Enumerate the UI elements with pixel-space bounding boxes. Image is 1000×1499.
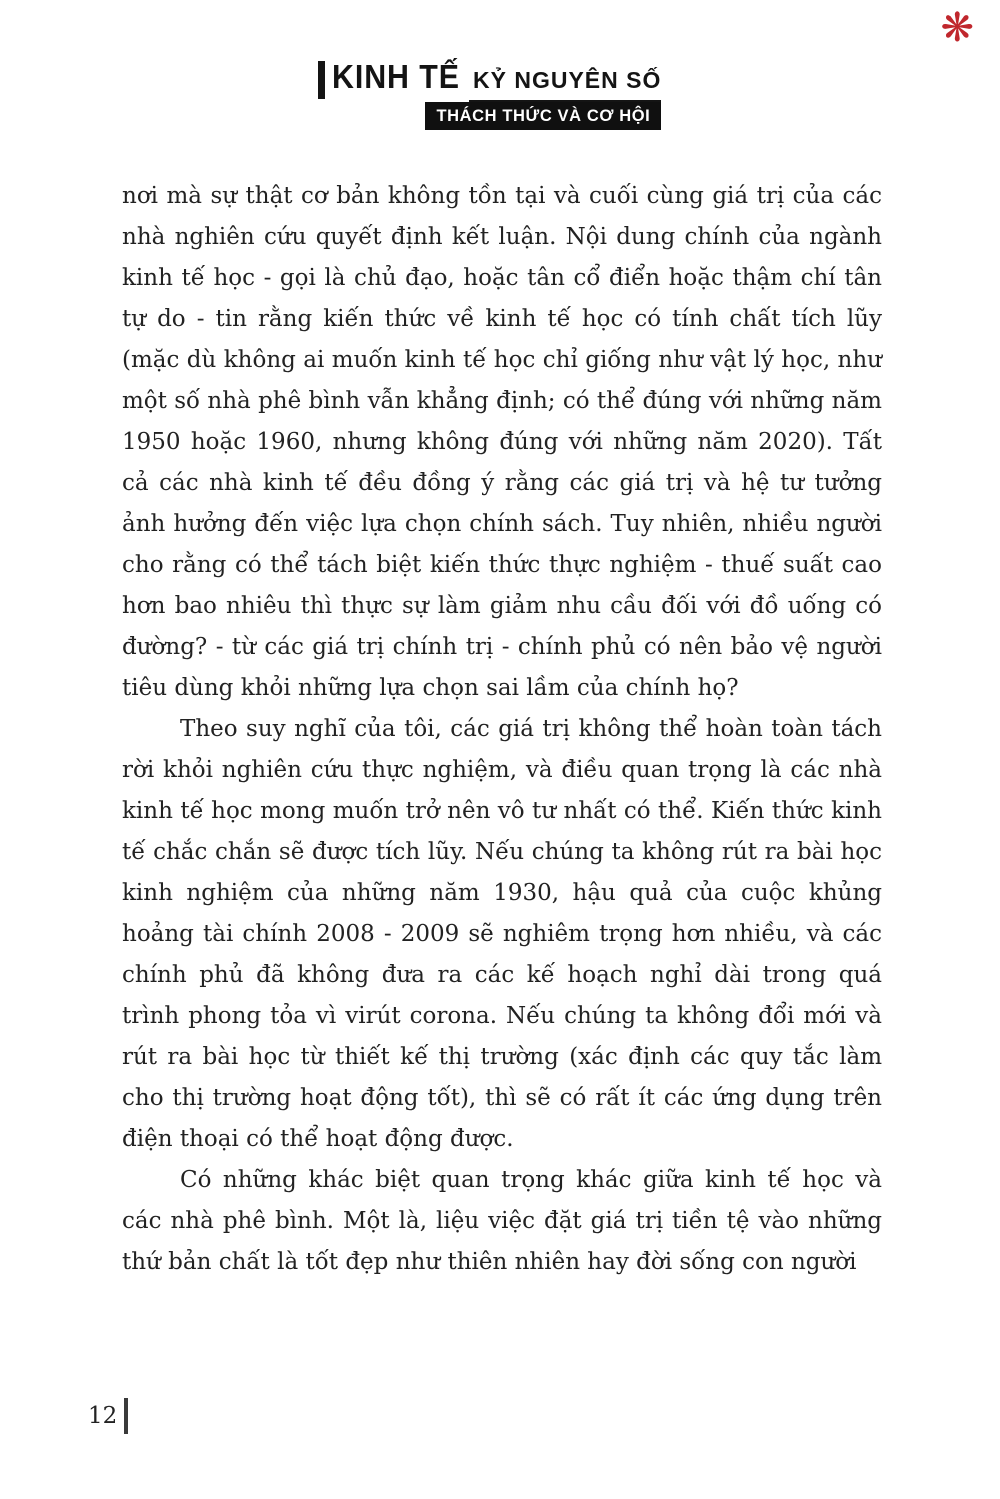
page-header [318,58,661,130]
book-title-row [318,58,661,96]
book-title-main: KINH TẾ [332,58,460,95]
flower-asterisk-icon: ❋ [940,5,974,51]
book-subtitle-text: THÁCH THỨC VÀ CƠ HỘI [436,107,651,125]
page-footer [88,1398,128,1434]
page-number-bar [124,1398,128,1434]
paragraph-3: Có những khác biệt quan trọng khác giữa kinh tế học và các nhà phê bình. Một là, liệu việc đặt giá trị tiền tệ vào những thứ bản chất là tốt đẹp như thiên nhiên hay đời sống con người [122,1167,882,1275]
paragraph-2: Theo suy nghĩ của tôi, các giá trị không thể hoàn toàn tách rời khỏi nghiên cứu thực nghiệm, và điều quan trọng là các nhà kinh tế học mong muốn trở nên vô tư nhất có thể. Kiến thức kinh tế chắc chắn sẽ được tích lũy. Nếu chúng ta không rút ra bài học kinh nghiệm của những năm 1930, hậu quả của cuộc khủng hoảng tài chính 2008 - 2009 sẽ nghiêm trọng hơn nhiều, và các chính phủ đã không đưa ra các kế hoạch nghỉ dài trong quá trình phong tỏa vì virút corona. Nếu chúng ta không đổi mới và rút ra bài học từ thiết kế thị trường (xác định các quy tắc làm cho thị trường hoạt động tốt), thì sẽ có rất ít các ứng dụng trên điện thoại có thể hoạt động được. [122,716,882,1152]
page-number: 12 [88,1403,118,1429]
book-title-sub: KỶ NGUYÊN SỐ [473,67,662,93]
paragraph-1: nơi mà sự thật cơ bản không tồn tại và cuối cùng giá trị của các nhà nghiên cứu quyết định kết luận. Nội dung chính của ngành kinh tế học - gọi là chủ đạo, hoặc tân cổ điển hoặc thậm chí tân tự do - tin rằng kiến thức về kinh tế học có tính chất tích lũy (mặc dù không ai muốn kinh tế học chỉ giống như vật lý học, như một số nhà phê bình vẫn khẳng định; có thể đúng với những năm 1950 hoặc 1960, nhưng không đúng với những năm 2020). Tất cả các nhà kinh tế đều đồng ý rằng các giá trị và hệ tư tưởng ảnh hưởng đến việc lựa chọn chính sách. Tuy nhiên, nhiều người cho rằng có thể tách biệt kiến thức thực nghiệm - thuế suất cao hơn bao nhiêu thì thực sự làm giảm nhu cầu đối với đồ uống có đường? - từ các giá trị chính trị - chính phủ có nên bảo vệ người tiêu dùng khỏi những lựa chọn sai lầm của chính họ? [122,183,882,701]
title-bar-mark [318,61,325,99]
page-body [122,176,882,1283]
book-subtitle-badge [425,102,661,130]
